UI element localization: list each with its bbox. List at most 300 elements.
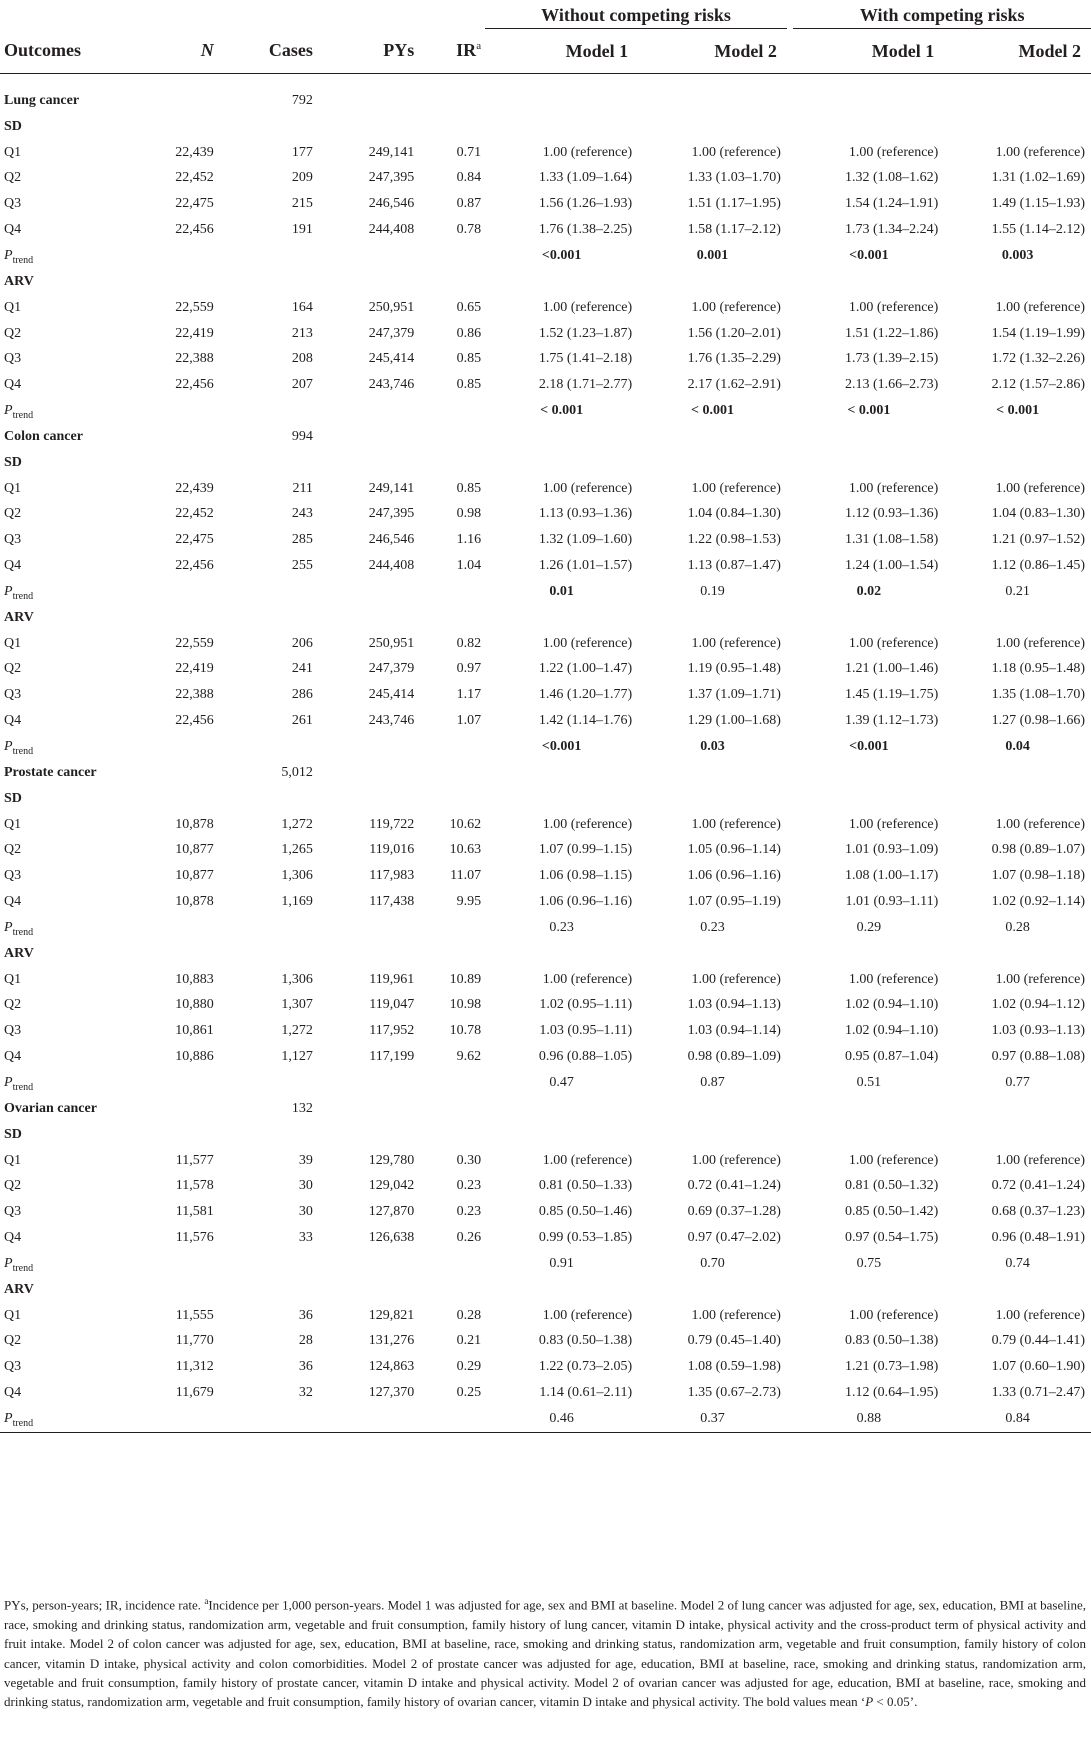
- hr-with-model-1: 1.02 (0.94–1.10): [844, 997, 939, 1013]
- hr-with-model-1: 1.08 (1.00–1.17): [844, 868, 939, 884]
- hr-without-model-2: 1.00 (reference): [691, 480, 781, 496]
- p-trend-row: [0, 398, 1091, 424]
- empty-cell: [218, 269, 317, 295]
- p-trend-without-model-2: 0.23: [700, 919, 725, 935]
- empty-cell: [793, 1277, 944, 1303]
- p-trend-with-model-2: < 0.001: [996, 403, 1040, 419]
- pys-cell: 119,047: [369, 997, 415, 1013]
- empty-cell: [485, 786, 638, 812]
- empty-cell: [638, 114, 787, 140]
- cases-cell: 208: [291, 351, 313, 367]
- hr-with-model-2: 1.55 (1.14–2.12): [991, 222, 1085, 238]
- empty-cell: [317, 398, 418, 424]
- column-header-row: [0, 29, 1091, 74]
- empty-cell: [317, 88, 418, 114]
- n-cell: 22,388: [175, 687, 214, 703]
- empty-cell: [144, 734, 217, 760]
- empty-cell: [793, 1122, 944, 1148]
- pys-cell: 126,638: [368, 1230, 415, 1246]
- hr-with-model-1: 1.73 (1.34–2.24): [844, 222, 939, 238]
- table-body: [0, 74, 1091, 1433]
- p-trend-row: [0, 579, 1091, 605]
- hr-without-model-2: 0.97 (0.47–2.02): [687, 1230, 781, 1246]
- empty-cell: [418, 786, 485, 812]
- hr-with-model-1: 1.45 (1.19–1.75): [844, 687, 939, 703]
- hr-with-model-2: 1.04 (0.83–1.30): [991, 506, 1085, 522]
- empty-cell: [218, 605, 317, 631]
- hr-with-model-1: 0.81 (0.50–1.32): [844, 1178, 939, 1194]
- cases-cell: 285: [291, 532, 313, 548]
- empty-cell: [418, 1406, 485, 1432]
- quartile-label: Q1: [4, 1152, 22, 1168]
- ir-cell: 1.16: [456, 532, 482, 548]
- hr-with-model-2: 1.00 (reference): [995, 1152, 1085, 1168]
- p-trend-without-model-1: 0.91: [549, 1255, 574, 1271]
- pys-cell: 247,379: [368, 661, 415, 677]
- empty-cell: [793, 941, 944, 967]
- table-row: [0, 295, 1091, 321]
- col-ir: $IR^a$: [418, 29, 485, 74]
- hr-with-model-1: 1.00 (reference): [848, 635, 939, 651]
- empty-cell: [144, 941, 217, 967]
- p-trend-without-model-1: <0.001: [541, 739, 582, 755]
- hr-without-model-2: 1.03 (0.94–1.13): [687, 997, 781, 1013]
- ir-cell: 0.85: [456, 351, 482, 367]
- metric-label: SD: [4, 790, 22, 806]
- cases-cell: 211: [292, 480, 313, 496]
- hr-without-model-2: 1.00 (reference): [691, 299, 781, 315]
- hr-without-model-2: 1.00 (reference): [691, 144, 781, 160]
- empty-cell: [793, 1096, 944, 1122]
- hr-without-model-2: 1.35 (0.67–2.73): [687, 1385, 781, 1401]
- empty-cell: [944, 1096, 1091, 1122]
- n-cell: 11,679: [175, 1385, 214, 1401]
- empty-cell: [218, 1251, 317, 1277]
- p-trend-row: [0, 1251, 1091, 1277]
- ir-cell: 0.25: [456, 1385, 482, 1401]
- quartile-label: Q2: [4, 325, 22, 341]
- hr-with-model-2: 1.21 (0.97–1.52): [991, 532, 1085, 548]
- p-trend-label: $P_{trend}$: [4, 583, 34, 602]
- table-row: [0, 553, 1091, 579]
- empty-cell: [638, 1122, 787, 1148]
- empty-cell: [418, 1070, 485, 1096]
- empty-cell: [793, 786, 944, 812]
- hr-with-model-2: 0.96 (0.48–1.91): [991, 1230, 1085, 1246]
- empty-cell: [638, 450, 787, 476]
- hr-without-model-1: 1.00 (reference): [542, 299, 633, 315]
- hr-with-model-1: 1.01 (0.93–1.09): [844, 842, 939, 858]
- empty-cell: [485, 424, 638, 450]
- ir-cell: 0.97: [456, 661, 482, 677]
- table-row: [0, 191, 1091, 217]
- empty-cell: [418, 941, 485, 967]
- cancer-group-row: [0, 88, 1091, 114]
- hr-without-model-1: 1.42 (1.14–1.76): [538, 713, 633, 729]
- pys-cell: 247,395: [368, 506, 415, 522]
- empty-cell: [944, 786, 1091, 812]
- empty-cell: [418, 1251, 485, 1277]
- empty-cell: [317, 243, 418, 269]
- empty-cell: [218, 786, 317, 812]
- ir-cell: 0.84: [456, 170, 482, 186]
- pys-cell: 245,414: [368, 687, 415, 703]
- ir-cell: 9.62: [456, 1049, 482, 1065]
- hr-with-model-1: 1.12 (0.93–1.36): [844, 506, 939, 522]
- hr-without-model-2: 1.51 (1.17–1.95): [687, 196, 781, 212]
- empty-cell: [317, 269, 418, 295]
- col-with-model-2: Model 2: [944, 29, 1091, 74]
- quartile-label: Q3: [4, 687, 22, 703]
- cases-cell: 164: [291, 299, 313, 315]
- table-row: [0, 502, 1091, 528]
- hr-without-model-2: 1.04 (0.84–1.30): [687, 506, 781, 522]
- ir-cell: 0.98: [456, 506, 482, 522]
- empty-cell: [485, 1277, 638, 1303]
- quartile-label: Q2: [4, 842, 22, 858]
- empty-cell: [944, 114, 1091, 140]
- empty-cell: [418, 398, 485, 424]
- empty-cell: [317, 579, 418, 605]
- hr-with-model-2: 1.49 (1.15–1.93): [991, 196, 1085, 212]
- hr-with-model-2: 1.00 (reference): [995, 971, 1085, 987]
- n-cell: 22,456: [175, 222, 214, 238]
- empty-cell: [793, 605, 944, 631]
- n-cell: 11,555: [175, 1307, 214, 1323]
- hr-without-model-2: 1.03 (0.94–1.14): [687, 1023, 781, 1039]
- hr-without-model-1: 1.52 (1.23–1.87): [538, 325, 633, 341]
- empty-cell: [638, 424, 787, 450]
- metric-subheader-row: [0, 1122, 1091, 1148]
- hr-with-model-2: 0.97 (0.88–1.08): [991, 1049, 1085, 1065]
- cases-cell: 132: [291, 1100, 313, 1116]
- pys-cell: 127,370: [368, 1385, 415, 1401]
- ir-cell: 1.04: [456, 558, 482, 574]
- hr-without-model-1: 1.26 (1.01–1.57): [538, 558, 633, 574]
- cases-cell: 30: [298, 1204, 313, 1220]
- empty-cell: [418, 579, 485, 605]
- metric-label: ARV: [4, 609, 34, 625]
- ir-cell: 0.86: [456, 325, 482, 341]
- quartile-label: Q3: [4, 532, 22, 548]
- hr-with-model-2: 1.02 (0.92–1.14): [991, 894, 1085, 910]
- hr-without-model-1: 0.96 (0.88–1.05): [538, 1049, 633, 1065]
- empty-cell: [317, 760, 418, 786]
- metric-label: ARV: [4, 1281, 34, 1297]
- metric-subheader-row: [0, 1277, 1091, 1303]
- empty-cell: [944, 1277, 1091, 1303]
- col-pys: PYs: [317, 29, 418, 74]
- pys-cell: 243,746: [368, 377, 415, 393]
- outcome-label: Colon cancer: [4, 428, 83, 444]
- table-row: [0, 321, 1091, 347]
- n-cell: [144, 424, 217, 450]
- empty-cell: [218, 114, 317, 140]
- empty-cell: [317, 1277, 418, 1303]
- cases-cell: 209: [291, 170, 313, 186]
- empty-cell: [144, 1251, 217, 1277]
- quartile-label: Q4: [4, 1385, 22, 1401]
- p-trend-label: $P_{trend}$: [4, 1074, 34, 1093]
- quartile-label: Q2: [4, 661, 22, 677]
- empty-cell: [218, 243, 317, 269]
- ir-cell: 0.87: [456, 196, 482, 212]
- table-row: [0, 812, 1091, 838]
- empty-cell: [218, 941, 317, 967]
- cases-cell: 36: [298, 1307, 313, 1323]
- hr-without-model-1: 1.02 (0.95–1.11): [539, 997, 633, 1013]
- quartile-label: Q2: [4, 506, 22, 522]
- quartile-label: Q4: [4, 1230, 22, 1246]
- table-row: [0, 631, 1091, 657]
- n-cell: [144, 88, 217, 114]
- metric-label: SD: [4, 1126, 22, 1142]
- empty-cell: [317, 786, 418, 812]
- ir-cell: 0.71: [456, 144, 482, 160]
- p-trend-with-model-1: < 0.001: [847, 403, 891, 419]
- hr-without-model-2: 1.29 (1.00–1.68): [687, 713, 781, 729]
- n-cell: 22,456: [175, 713, 214, 729]
- ir-cell: 0.65: [456, 299, 482, 315]
- hr-with-model-1: 1.12 (0.64–1.95): [844, 1385, 939, 1401]
- hr-without-model-1: 1.22 (0.73–2.05): [538, 1359, 633, 1375]
- hr-with-model-1: 1.32 (1.08–1.62): [844, 170, 939, 186]
- hr-with-model-1: 1.00 (reference): [848, 1307, 939, 1323]
- hr-with-model-2: 1.02 (0.94–1.12): [991, 997, 1085, 1013]
- quartile-label: Q1: [4, 971, 22, 987]
- hr-without-model-2: 1.08 (0.59–1.98): [687, 1359, 781, 1375]
- table-row: [0, 682, 1091, 708]
- hr-without-model-2: 1.58 (1.17–2.12): [687, 222, 781, 238]
- table-row: [0, 863, 1091, 889]
- ir-cell: 0.85: [456, 480, 482, 496]
- p-trend-with-model-2: 0.04: [1005, 739, 1030, 755]
- n-cell: 10,878: [175, 894, 214, 910]
- empty-cell: [638, 269, 787, 295]
- table-row: [0, 657, 1091, 683]
- empty-cell: [418, 760, 485, 786]
- p-trend-without-model-2: 0.001: [696, 247, 729, 263]
- pys-cell: 250,951: [368, 635, 415, 651]
- empty-cell: [418, 450, 485, 476]
- n-cell: 10,886: [175, 1049, 214, 1065]
- hr-with-model-1: 1.21 (0.73–1.98): [844, 1359, 939, 1375]
- hr-without-model-1: 1.32 (1.09–1.60): [538, 532, 633, 548]
- empty-cell: [418, 1277, 485, 1303]
- p-trend-with-model-1: <0.001: [849, 739, 889, 755]
- hr-without-model-2: 1.19 (0.95–1.48): [687, 661, 781, 677]
- table-row: [0, 1380, 1091, 1406]
- quartile-label: Q3: [4, 196, 22, 212]
- pys-cell: 131,276: [368, 1333, 415, 1349]
- n-cell: 11,577: [175, 1152, 214, 1168]
- n-cell: 10,877: [175, 842, 214, 858]
- quartile-label: Q4: [4, 558, 22, 574]
- p-trend-with-model-1: 0.29: [856, 919, 882, 935]
- group-header-row: [0, 0, 1091, 29]
- cases-cell: 36: [298, 1359, 313, 1375]
- pys-cell: 117,952: [369, 1023, 415, 1039]
- empty-cell: [638, 1277, 787, 1303]
- table-row: [0, 372, 1091, 398]
- pys-cell: 119,016: [369, 842, 415, 858]
- table-row: [0, 967, 1091, 993]
- hr-without-model-1: 1.06 (0.96–1.16): [538, 894, 633, 910]
- pys-cell: 243,746: [368, 713, 415, 729]
- hr-with-model-2: 1.00 (reference): [995, 1307, 1085, 1323]
- pys-cell: 124,863: [368, 1359, 415, 1375]
- pys-cell: 250,951: [368, 299, 415, 315]
- empty-cell: [144, 243, 217, 269]
- quartile-label: Q2: [4, 170, 22, 186]
- table-footnote: PYs, person-years; IR, incidence rate. $^a$Incidence per 1,000 person-years. Model 1 was adjusted for age, sex and BMI at baseline. Model 2 of lung cancer was adjusted for age, sex, education, BMI at baseline, race, smoking and drinking status, randomization arm, vegetable and fruit consumption, family history of lung cancer, vitamin D intake, physical activity and the cross-product term of physical activity and fruit intake. Model 2 of colon cancer was adjusted for age, sex, education, BMI at baseline, race, smoking and drinking status, randomization arm, vegetable and fruit consumption, family history of colon cancer, vitamin D intake, physical activity and colon comorbidities. Model 2 of prostate cancer was adjusted for age, education, BMI at baseline, race, smoking and drinking status, randomization arm, vegetable and fruit consumption, family history of prostate cancer, vitamin D intake and physical activity. Model 2 of ovarian cancer was adjusted for age, education, BMI at baseline, race, smoking and drinking status, randomization arm, vegetable and fruit consumption, family history of ovarian cancer, vitamin D intake and physical activity. The bold values mean ‘P < 0.05’.: [4, 1596, 1086, 1710]
- hr-with-model-1: 1.39 (1.12–1.73): [844, 713, 939, 729]
- ir-cell: 10.63: [449, 842, 482, 858]
- hr-without-model-1: 1.00 (reference): [542, 816, 633, 832]
- quartile-label: Q1: [4, 816, 22, 832]
- pys-cell: 244,408: [368, 558, 415, 574]
- empty-cell: [144, 786, 217, 812]
- cases-cell: 1,169: [281, 894, 313, 910]
- ir-cell: 0.26: [456, 1230, 482, 1246]
- cases-cell: 286: [291, 687, 313, 703]
- hr-without-model-1: 1.00 (reference): [542, 480, 633, 496]
- empty-cell: [793, 269, 944, 295]
- hr-with-model-1: 0.95 (0.87–1.04): [844, 1049, 939, 1065]
- table-row: [0, 166, 1091, 192]
- empty-cell: [144, 915, 217, 941]
- empty-cell: [317, 1096, 418, 1122]
- empty-cell: [317, 941, 418, 967]
- quartile-label: Q3: [4, 868, 22, 884]
- empty-cell: [218, 1277, 317, 1303]
- hr-with-model-1: 1.00 (reference): [848, 299, 939, 315]
- cases-cell: 243: [291, 506, 313, 522]
- hr-without-model-1: 1.00 (reference): [542, 1152, 633, 1168]
- cancer-group-row: [0, 1096, 1091, 1122]
- pys-cell: 119,722: [369, 816, 415, 832]
- ir-cell: 10.89: [449, 971, 482, 987]
- hr-without-model-2: 0.69 (0.37–1.28): [687, 1204, 781, 1220]
- hr-without-model-2: 1.33 (1.03–1.70): [687, 170, 781, 186]
- hr-without-model-2: 1.05 (0.96–1.14): [687, 842, 781, 858]
- n-cell: 11,578: [175, 1178, 214, 1194]
- pys-cell: 246,546: [368, 196, 415, 212]
- hr-without-model-1: 1.14 (0.61–2.11): [539, 1385, 633, 1401]
- hr-with-model-2: 1.00 (reference): [995, 635, 1085, 651]
- empty-cell: [485, 1096, 638, 1122]
- ir-cell: 1.07: [456, 713, 482, 729]
- empty-cell: [485, 605, 638, 631]
- hr-without-model-2: 1.76 (1.35–2.29): [687, 351, 781, 367]
- empty-cell: [418, 269, 485, 295]
- outcome-label: Lung cancer: [4, 92, 80, 108]
- empty-cell: [218, 398, 317, 424]
- n-cell: 22,419: [175, 325, 214, 341]
- cases-cell: 206: [291, 635, 313, 651]
- cases-cell: 792: [291, 92, 313, 108]
- p-trend-row: [0, 1070, 1091, 1096]
- hr-with-model-1: 1.24 (1.00–1.54): [844, 558, 939, 574]
- hr-without-model-1: 1.06 (0.98–1.15): [538, 868, 633, 884]
- ir-cell: 0.82: [456, 635, 482, 651]
- empty-cell: [944, 424, 1091, 450]
- empty-cell: [144, 579, 217, 605]
- quartile-label: Q1: [4, 635, 22, 651]
- p-trend-without-model-2: 0.70: [700, 1255, 725, 1271]
- pys-cell: 127,870: [368, 1204, 415, 1220]
- quartile-label: Q4: [4, 894, 22, 910]
- n-cell: 22,419: [175, 661, 214, 677]
- hr-without-model-1: 0.81 (0.50–1.33): [538, 1178, 633, 1194]
- hr-without-model-1: 1.56 (1.26–1.93): [538, 196, 633, 212]
- hr-with-model-1: 1.00 (reference): [848, 1152, 939, 1168]
- p-trend-label: $P_{trend}$: [4, 919, 34, 938]
- hr-without-model-1: 1.22 (1.00–1.47): [538, 661, 633, 677]
- empty-cell: [144, 605, 217, 631]
- cases-cell: 261: [291, 713, 313, 729]
- metric-subheader-row: [0, 605, 1091, 631]
- hr-with-model-2: 1.35 (1.08–1.70): [991, 687, 1085, 703]
- pys-cell: 244,408: [368, 222, 415, 238]
- empty-cell: [638, 760, 787, 786]
- empty-cell: [317, 1122, 418, 1148]
- empty-cell: [418, 243, 485, 269]
- ir-cell: 10.98: [449, 997, 482, 1013]
- cases-cell: 1,265: [281, 842, 313, 858]
- empty-cell: [317, 605, 418, 631]
- hr-with-model-1: 1.73 (1.39–2.15): [844, 351, 939, 367]
- outcome-label: Ovarian cancer: [4, 1100, 97, 1116]
- cases-cell: 213: [291, 325, 313, 341]
- quartile-label: Q1: [4, 299, 22, 315]
- hr-with-model-2: 1.07 (0.60–1.90): [991, 1359, 1085, 1375]
- empty-cell: [317, 114, 418, 140]
- empty-cell: [418, 88, 485, 114]
- n-cell: 22,475: [175, 196, 214, 212]
- empty-cell: [317, 915, 418, 941]
- hr-without-model-2: 1.37 (1.09–1.71): [687, 687, 781, 703]
- table-row: [0, 1148, 1091, 1174]
- hr-with-model-2: 1.18 (0.95–1.48): [991, 661, 1085, 677]
- empty-cell: [638, 941, 787, 967]
- n-cell: 10,878: [175, 816, 214, 832]
- quartile-label: Q4: [4, 222, 22, 238]
- metric-label: ARV: [4, 273, 34, 289]
- hr-without-model-1: 1.76 (1.38–2.25): [538, 222, 633, 238]
- hr-without-model-2: 1.00 (reference): [691, 635, 781, 651]
- p-trend-label: $P_{trend}$: [4, 1255, 34, 1274]
- cases-cell: 28: [298, 1333, 313, 1349]
- p-trend-without-model-1: 0.01: [549, 583, 574, 599]
- metric-subheader-row: [0, 941, 1091, 967]
- hr-without-model-2: 2.17 (1.62–2.91): [687, 377, 781, 393]
- empty-cell: [485, 88, 638, 114]
- table-row: [0, 1225, 1091, 1251]
- hr-with-model-2: 1.00 (reference): [995, 299, 1085, 315]
- hr-without-model-2: 1.00 (reference): [691, 1152, 781, 1168]
- n-cell: 22,456: [175, 377, 214, 393]
- hr-without-model-1: 0.85 (0.50–1.46): [538, 1204, 633, 1220]
- ir-cell: 0.85: [456, 377, 482, 393]
- col-without-model-1: Model 1: [485, 29, 638, 74]
- empty-cell: [638, 1096, 787, 1122]
- ir-cell: 11.07: [450, 868, 482, 884]
- empty-cell: [638, 88, 787, 114]
- p-trend-without-model-1: 0.46: [485, 1406, 638, 1432]
- p-trend-without-model-1: 0.47: [549, 1074, 574, 1090]
- empty-cell: [793, 424, 944, 450]
